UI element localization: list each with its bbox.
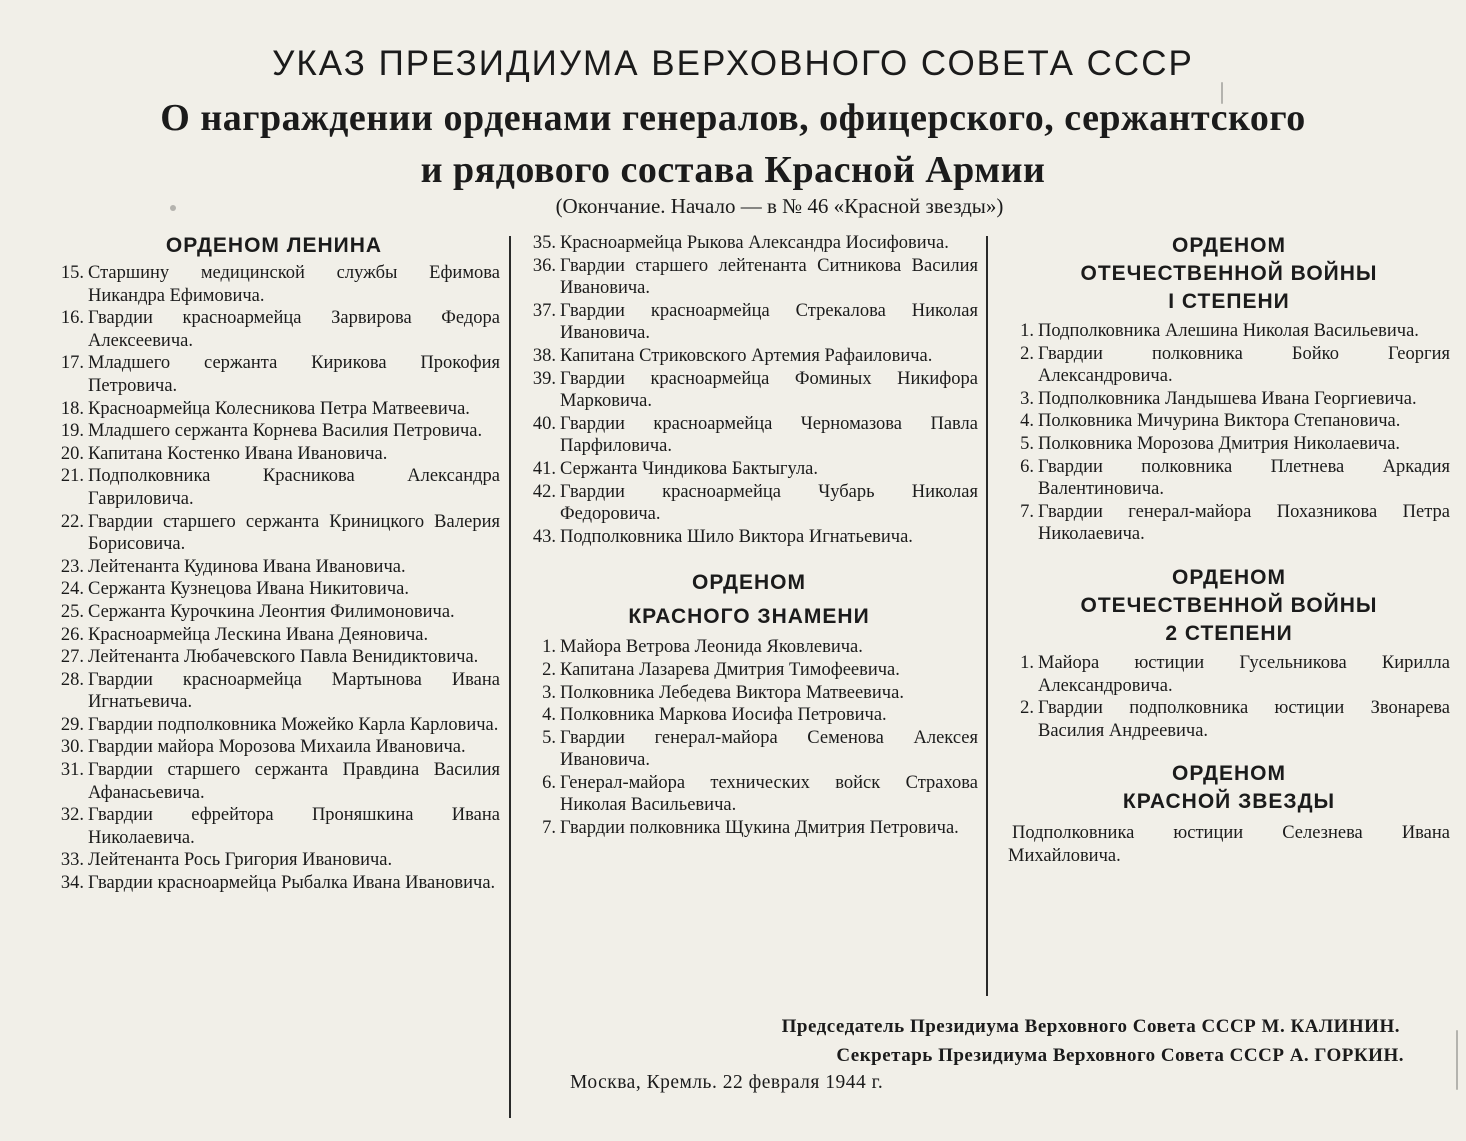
entry-number: 5. <box>542 727 556 748</box>
red-star-award-entry: Подполковника юстиции Селезнева Ивана Михайловича. <box>1008 823 1450 866</box>
entry-number: 25. <box>60 601 84 622</box>
award-entry <box>520 481 978 526</box>
award-entry <box>48 669 500 714</box>
entry-number: 31. <box>60 760 84 781</box>
entry-text: Гвардии старшего лейтенанта Ситникова Василия Ивановича. <box>560 255 978 299</box>
entry-text: Майора юстиции Гусельникова Кирилла Александровича. <box>1038 652 1450 696</box>
award-entry <box>1008 697 1450 742</box>
award-entry <box>48 872 500 895</box>
entry-text: Гвардии генерал-майора Семенова Алексея Ивановича. <box>560 727 978 771</box>
entry-text: Сержанта Курочкина Леонтия Филимоновича. <box>88 601 455 622</box>
entry-number: 3. <box>1020 388 1034 409</box>
award-entry <box>48 465 500 510</box>
entry-text: Гвардии полковника Щукина Дмитрия Петровича. <box>560 818 959 839</box>
column-left <box>48 232 500 895</box>
section-title-patriotic-2-line-2: ОТЕЧЕСТВЕННОЙ ВОЙНЫ <box>1080 593 1378 617</box>
entry-text: Гвардии старшего сержанта Правдина Василия Афанасьевича. <box>88 760 500 803</box>
entry-text: Лейтенанта Кудинова Ивана Ивановича. <box>88 556 406 577</box>
award-entry <box>520 636 978 659</box>
entry-text: Сержанта Чиндикова Бактыгула. <box>560 458 819 479</box>
entry-number: 34. <box>60 873 84 894</box>
red-banner-award-list <box>520 636 978 839</box>
award-entry <box>48 714 500 737</box>
award-entry <box>48 601 500 624</box>
entry-number: 29. <box>60 714 84 735</box>
entry-text: Гвардии полковника Плетнева Аркадия Валентиновича. <box>1038 456 1450 500</box>
award-entry <box>1008 343 1450 388</box>
entry-number: 39. <box>532 368 556 389</box>
ink-smudge <box>170 205 176 211</box>
entry-text: Гвардии красноармейца Мартынова Ивана Игнатьевича. <box>88 669 500 713</box>
headline-line-2: и рядового состава Красной Армии <box>420 149 1046 191</box>
award-entry <box>48 307 500 352</box>
entry-number: 23. <box>60 556 84 577</box>
entry-number: 24. <box>60 579 84 600</box>
entry-text: Полковника Морозова Дмитрия Николаевича. <box>1038 433 1401 454</box>
award-entry <box>520 232 978 255</box>
entry-number: 4. <box>542 705 556 726</box>
entry-number: 2. <box>542 659 556 680</box>
entry-text: Капитана Костенко Ивана Ивановича. <box>88 443 388 464</box>
entry-text: Гвардии генерал-майора Похазникова Петра Николаевича. <box>1038 501 1450 545</box>
column-middle <box>520 232 978 840</box>
award-entry <box>48 262 500 307</box>
entry-text: Гвардии подполковника Можейко Карла Карловича. <box>88 714 499 735</box>
entry-text: Гвардии старшего сержанта Криницкого Валерия Борисовича. <box>88 511 500 555</box>
entry-number: 6. <box>542 772 556 793</box>
entry-text: Лейтенанта Любачевского Павла Венидиктовича. <box>88 647 479 668</box>
entry-text: Красноармейца Лескина Ивана Деяновича. <box>88 624 429 645</box>
entry-number: 33. <box>60 850 84 871</box>
award-entry <box>520 727 978 772</box>
continuation-note: (Окончание. Начало — в № 46 «Красной звезды») <box>555 194 1004 218</box>
entry-number: 7. <box>1020 501 1034 522</box>
award-entry <box>1008 501 1450 546</box>
entry-number: 41. <box>532 458 556 479</box>
entry-text: Капитана Лазарева Дмитрия Тимофеевича. <box>560 659 900 680</box>
entry-text: Сержанта Кузнецова Ивана Никитовича. <box>88 579 409 600</box>
award-entry <box>520 345 978 368</box>
entry-number: 19. <box>60 421 84 442</box>
entry-number: 35. <box>532 233 556 253</box>
entry-number: 1. <box>1020 321 1034 341</box>
section-title-red-banner-2: КРАСНОГО ЗНАМЕНИ <box>628 605 870 629</box>
entry-text: Подполковника Ландышева Ивана Георгиевича. <box>1038 388 1417 409</box>
entry-text: Подполковника Красникова Александра Гавриловича. <box>88 466 500 509</box>
entry-number: 37. <box>532 300 556 321</box>
entry-number: 38. <box>532 345 556 366</box>
award-entry <box>48 804 500 849</box>
award-entry <box>48 420 500 443</box>
award-entry <box>48 578 500 601</box>
chairman-signature: Председатель Президиума Верховного Совета СССР М. КАЛИНИН. <box>781 1016 1400 1037</box>
entry-text: Полковника Лебедева Виктора Матвеевича. <box>560 682 904 703</box>
entry-text: Полковника Мичурина Виктора Степановича. <box>1038 411 1401 432</box>
entry-text: Лейтенанта Рось Григория Ивановича. <box>88 850 393 871</box>
entry-number: 16. <box>60 308 84 329</box>
entry-number: 20. <box>60 443 84 464</box>
entry-text: Майора Ветрова Леонида Яковлевича. <box>560 637 863 658</box>
entry-number: 7. <box>542 818 556 839</box>
entry-text: Гвардии красноармейца Рыбалка Ивана Ивановича. <box>88 873 496 894</box>
award-entry <box>48 646 500 669</box>
entry-text: Капитана Стриковского Артемия Рафаиловича. <box>560 345 933 366</box>
entry-number: 32. <box>60 805 84 826</box>
entry-number: 17. <box>60 353 84 374</box>
section-title-patriotic-1-line-3: I СТЕПЕНИ <box>1168 290 1290 313</box>
award-entry <box>520 300 978 345</box>
award-entry <box>520 526 978 549</box>
section-title-lenin: ОРДЕНОМ ЛЕНИНА <box>165 234 383 257</box>
patriotic-war-1-award-list <box>1008 320 1450 546</box>
entry-text: Подполковника Алешина Николая Васильевича. <box>1038 321 1419 341</box>
entry-number: 15. <box>60 263 84 283</box>
entry-number: 5. <box>1020 433 1034 454</box>
entry-number: 36. <box>532 255 556 276</box>
section-title-red-star-line-1: ОРДЕНОМ <box>1172 762 1286 786</box>
award-entry <box>1008 433 1450 456</box>
entry-text: Красноармейца Колесникова Петра Матвеевича. <box>88 398 470 419</box>
column-divider-right <box>986 236 988 996</box>
entry-number: 6. <box>1020 456 1034 477</box>
award-entry <box>520 458 978 481</box>
award-entry <box>1008 388 1450 411</box>
entry-text: Гвардии ефрейтора Проняшкина Ивана Николаевича. <box>88 805 500 848</box>
decree-overline: УКАЗ ПРЕЗИДИУМА ВЕРХОВНОГО СОВЕТА СССР <box>272 44 1194 83</box>
ink-smudge <box>1456 1030 1458 1090</box>
entry-number: 28. <box>60 669 84 690</box>
award-entry <box>48 398 500 421</box>
award-entry <box>48 624 500 647</box>
award-entry <box>520 368 978 413</box>
entry-text: Гвардии красноармейца Зарвирова Федора Алексеевича. <box>88 308 500 351</box>
entry-text: Гвардии красноармейца Стрекалова Николая Ивановича. <box>560 300 978 344</box>
section-title-patriotic-1-line-1: ОРДЕНОМ <box>1172 234 1286 257</box>
award-entry <box>48 849 500 872</box>
place-and-date: Москва, Кремль. 22 февраля 1944 г. <box>570 1072 884 1093</box>
entry-text: Гвардии красноармейца Черномазова Павла Парфиловича. <box>560 413 978 457</box>
award-entry <box>520 772 978 817</box>
entry-text: Гвардии подполковника юстиции Звонарева Василия Андреевича. <box>1038 698 1450 741</box>
award-entry <box>520 413 978 458</box>
lenin-award-list-continued <box>520 232 978 548</box>
entry-number: 22. <box>60 511 84 532</box>
award-entry <box>48 511 500 556</box>
entry-number: 42. <box>532 481 556 502</box>
award-entry <box>48 556 500 579</box>
entry-number: 18. <box>60 398 84 419</box>
section-title-patriotic-2-line-3: 2 СТЕПЕНИ <box>1165 621 1293 645</box>
entry-text: Красноармейца Рыкова Александра Иосифовича. <box>560 233 949 253</box>
section-title-red-star-line-2: КРАСНОЙ ЗВЕЗДЫ <box>1122 790 1336 814</box>
entry-text: Генерал-майора технических войск Страхова Николая Васильевича. <box>560 772 978 816</box>
entry-text: Гвардии полковника Бойко Георгия Александровича. <box>1038 343 1450 387</box>
entry-number: 2. <box>1020 698 1034 719</box>
award-entry <box>520 817 978 840</box>
award-entry <box>48 443 500 466</box>
entry-text: Полковника Маркова Иосифа Петровича. <box>560 705 887 726</box>
column-divider-left <box>509 236 511 1118</box>
entry-text: Младшего сержанта Кирикова Прокофия Петровича. <box>88 353 500 396</box>
entry-text: Гвардии красноармейца Фоминых Никифора Марковича. <box>560 368 978 412</box>
entry-number: 40. <box>532 413 556 434</box>
entry-text: Младшего сержанта Корнева Василия Петровича. <box>88 421 483 442</box>
entry-number: 27. <box>60 647 84 668</box>
ink-smudge <box>1221 82 1223 104</box>
section-title-red-banner-1: ОРДЕНОМ <box>692 571 806 595</box>
entry-number: 4. <box>1020 411 1034 432</box>
section-title-patriotic-1-line-2: ОТЕЧЕСТВЕННОЙ ВОЙНЫ <box>1080 262 1378 285</box>
entry-number: 3. <box>542 682 556 703</box>
decree-headline <box>0 92 1466 196</box>
award-entry <box>520 255 978 300</box>
award-entry <box>1008 652 1450 697</box>
section-title-patriotic-2-line-1: ОРДЕНОМ <box>1172 565 1286 589</box>
award-entry <box>520 659 978 682</box>
entry-number: 1. <box>1020 652 1034 673</box>
entry-number: 26. <box>60 624 84 645</box>
signature-block <box>560 1012 1404 1070</box>
award-entry <box>48 352 500 397</box>
entry-number: 30. <box>60 737 84 758</box>
award-entry <box>1008 320 1450 343</box>
award-entry <box>48 759 500 804</box>
entry-number: 1. <box>542 637 556 658</box>
lenin-award-list <box>48 262 500 895</box>
award-entry <box>520 704 978 727</box>
entry-number: 21. <box>60 466 84 487</box>
entry-text: Старшину медицинской службы Ефимова Никандра Ефимовича. <box>88 263 500 306</box>
entry-text: Гвардии майора Морозова Михаила Ивановича. <box>88 737 466 758</box>
headline-line-1: О награждении орденами генералов, офицерского, сержантского <box>160 97 1306 139</box>
column-right <box>1008 232 1450 868</box>
secretary-signature: Секретарь Президиума Верховного Совета СССР А. ГОРКИН. <box>836 1045 1404 1066</box>
award-entry <box>520 682 978 705</box>
patriotic-war-2-award-list <box>1008 652 1450 742</box>
entry-text: Подполковника Шило Виктора Игнатьевича. <box>560 526 913 547</box>
award-entry <box>48 736 500 759</box>
entry-number: 43. <box>532 526 556 547</box>
award-entry <box>1008 456 1450 501</box>
award-entry <box>1008 410 1450 433</box>
entry-number: 2. <box>1020 343 1034 364</box>
entry-text: Гвардии красноармейца Чубарь Николая Федоровича. <box>560 481 978 525</box>
